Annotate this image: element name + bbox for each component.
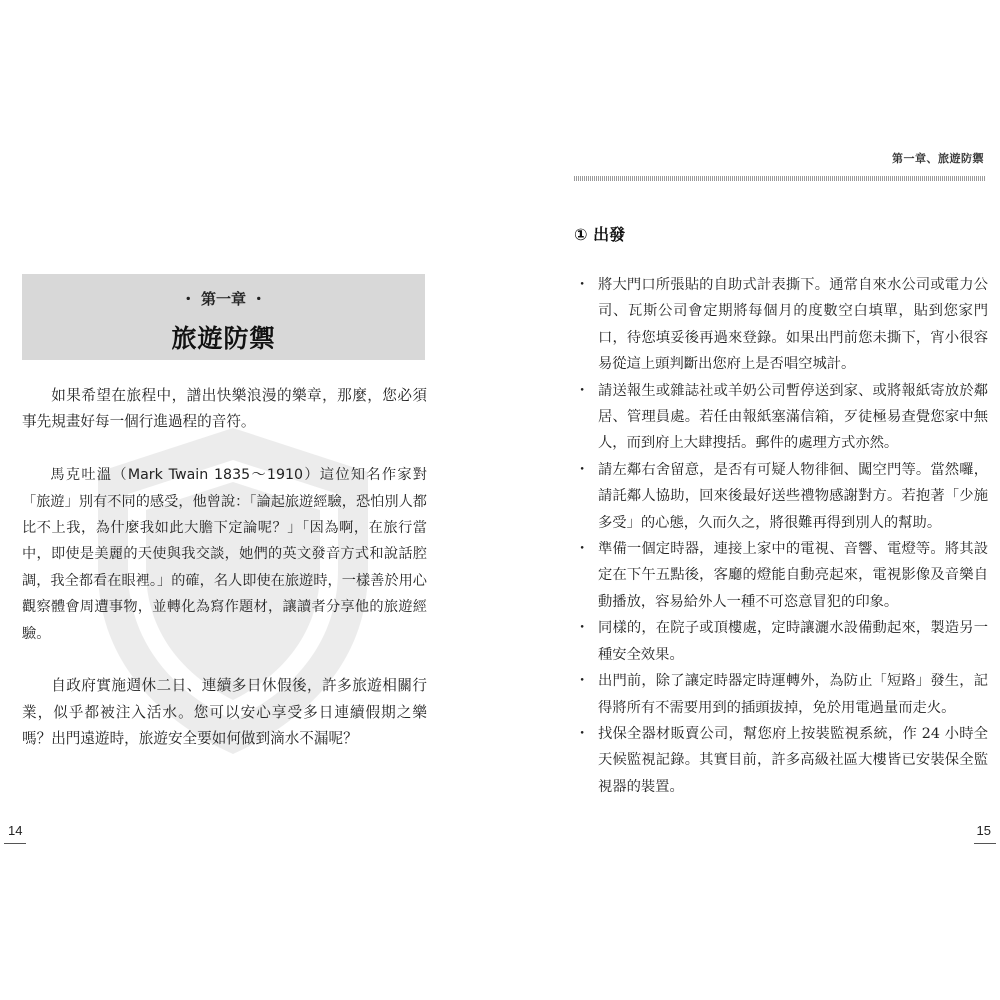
list-item bbox=[574, 378, 988, 457]
intro-paragraph: 如果希望在旅程中，譜出快樂浪漫的樂章，那麼，您必須事先規畫好每一個行進過程的音符。 bbox=[22, 387, 427, 431]
bullet-icon: ・ bbox=[575, 382, 590, 399]
right-page bbox=[500, 0, 1000, 1000]
section-heading: ① 出發 bbox=[574, 225, 626, 244]
bullet-icon: ・ bbox=[575, 620, 590, 637]
list-item-text: 出門前，除了讓定時器定時運轉外，為防止「短路」發生，記得將所有不需要用到的插頭拔掉，免於用電過量而走火。 bbox=[598, 673, 988, 716]
bullet-icon: ・ bbox=[575, 725, 590, 742]
page-number-rule-left bbox=[4, 843, 26, 844]
intro-text bbox=[22, 383, 427, 779]
chapter-title: 旅遊防禦 bbox=[171, 324, 276, 353]
list-item bbox=[574, 668, 988, 721]
list-item bbox=[574, 615, 988, 668]
list-item-text: 請送報生或雜誌社或羊奶公司暫停送到家、或將報紙寄放於鄰居、管理員處。若任由報紙塞滿信箱，歹徒極易查覺您家中無人，而到府上大肆搜括。郵件的處理方式亦然。 bbox=[598, 382, 988, 452]
holiday-paragraph: 自政府實施週休二日、連續多日休假後，許多旅遊相關行業，似乎都被注入活水。您可以安心享受多日連續假期之樂嗎？出門遠遊時，旅遊安全要如何做到滴水不漏呢？ bbox=[22, 677, 427, 748]
mark-twain-paragraph: 馬克吐溫（Mark Twain 1835～1910）這位知名作家對「旅遊」別有不同的感受，他曾說：「論起旅遊經驗，恐怕別人都比不上我，為什麼我如此大膽下定論呢？」「因為啊，在旅行當中，即使是美麗的天使與我交談，她們的英文發音方式和說話腔調，我全都看在眼裡。」的確，名人即使在旅遊時，一樣善於用心觀察體會周遭事物，並轉化為寫作題材，讓讀者分享他的旅遊經驗。 bbox=[22, 467, 427, 642]
header-divider bbox=[574, 176, 986, 181]
page-number-rule-right bbox=[974, 843, 996, 844]
list-item bbox=[574, 536, 988, 615]
bullet-icon: ・ bbox=[575, 541, 590, 558]
list-item-text: 同樣的，在院子或頂樓處，定時讓灑水設備動起來，製造另一種安全效果。 bbox=[598, 620, 988, 663]
running-header: 第一章、旅遊防禦 bbox=[892, 152, 984, 165]
list-item-text: 準備一個定時器，連接上家中的電視、音響、電燈等。將其設定在下午五點後，客廳的燈能自動亮起來，電視影像及音樂自動播放，容易給外人一種不可恣意冒犯的印象。 bbox=[598, 541, 988, 610]
list-item bbox=[574, 721, 988, 800]
bullet-icon: ・ bbox=[575, 673, 590, 690]
list-item bbox=[574, 272, 988, 378]
bullet-icon: ・ bbox=[575, 461, 590, 478]
page-number-right: 15 bbox=[976, 823, 991, 838]
chapter-label: ・ 第一章 ・ bbox=[180, 290, 267, 308]
bullet-icon: ・ bbox=[575, 277, 590, 293]
chapter-title-box bbox=[22, 274, 425, 360]
list-item-text: 將大門口所張貼的自助式計表撕下。通常自來水公司或電力公司、瓦斯公司會定期將每個月的度數空白填單，貼到您家門口，待您填妥後再過來登錄。如果出門前您未撕下，宵小很容易從這上頭判斷出您府上是否唱空城計。 bbox=[598, 277, 988, 373]
list-item-text: 找保全器材販賣公司，幫您府上按裝監視系統，作 24 小時全天候監視記錄。其實目前，許多高級社區大樓皆已安裝保全監視器的裝置。 bbox=[598, 725, 988, 795]
page-number-left: 14 bbox=[8, 823, 23, 838]
list-item bbox=[574, 457, 988, 536]
list-item-text: 請左鄰右舍留意，是否有可疑人物徘徊、闖空門等。當然囉，請託鄰人協助，回來後最好送些禮物感謝對方。若抱著「少施多受」的心態，久而久之，將很難再得到別人的幫助。 bbox=[598, 461, 988, 531]
tips-list bbox=[574, 272, 988, 800]
